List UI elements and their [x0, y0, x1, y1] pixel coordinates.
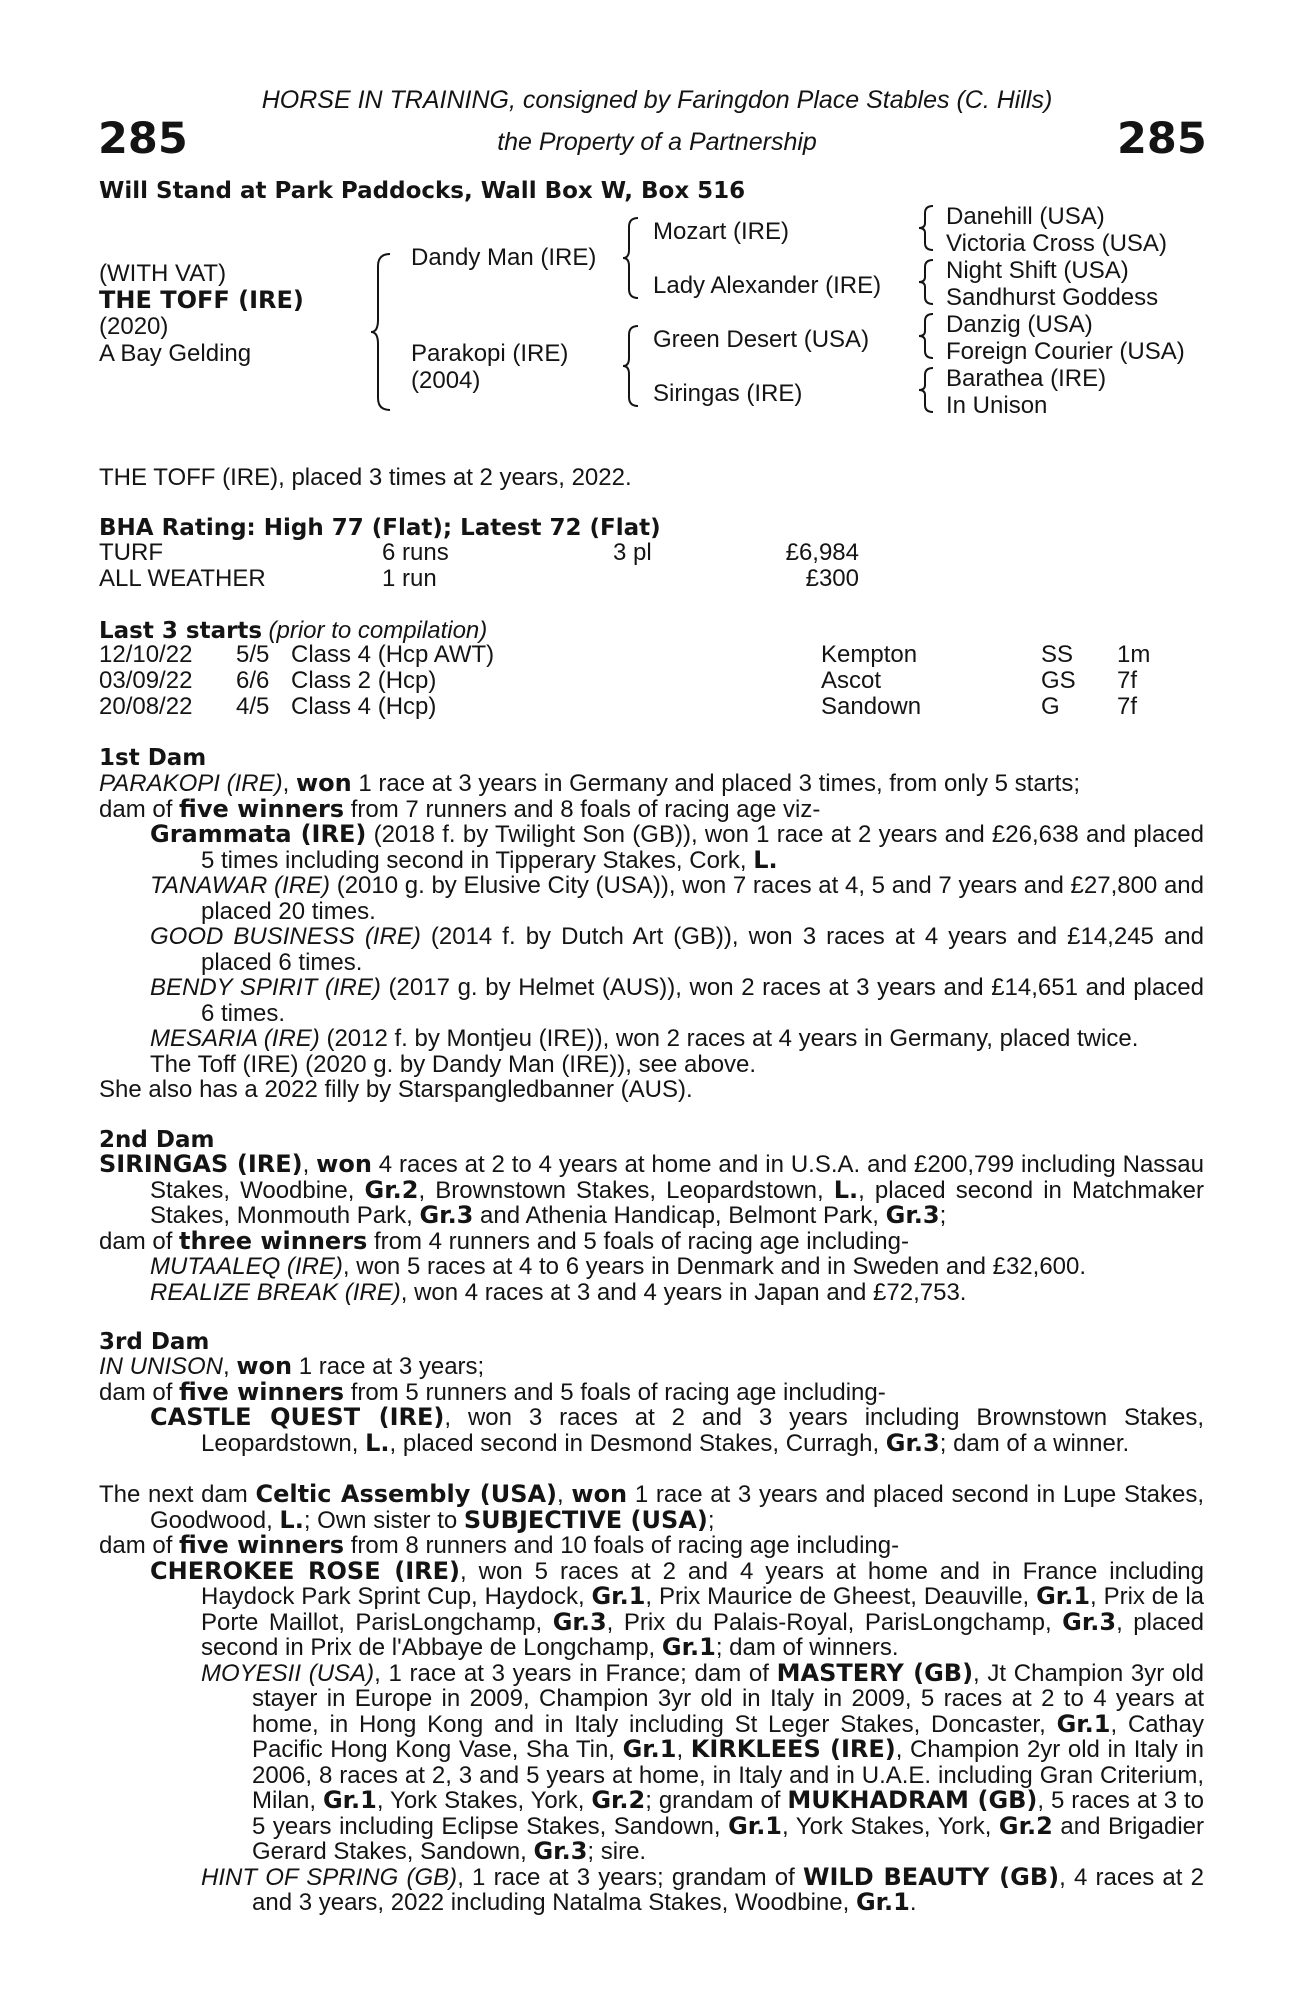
pedigree-gg-6: Foreign Courier (USA) — [946, 338, 1185, 365]
start-date: 03/09/22 — [99, 667, 193, 694]
location: Will Stand at Park Paddocks, Wall Box W, Box 516 — [99, 178, 746, 204]
text: , won 4 races at 3 and 4 years in Japan and £72,753. — [400, 1278, 967, 1306]
text: , won 5 races at 2 and 4 years at home and in France including Haydock Park Sprint Cup, Haydock, — [201, 1557, 1204, 1610]
start-course: Kempton — [821, 641, 918, 668]
race-summary: THE TOFF (IRE), placed 3 times at 2 years, 2022. — [99, 464, 632, 491]
progeny-entry — [99, 1052, 1204, 1078]
start-row — [99, 694, 1199, 720]
progeny-name: CHEROKEE ROSE (IRE) — [150, 1556, 460, 1585]
listed-label: L. — [365, 1428, 390, 1457]
winners-count: five winners — [179, 1531, 345, 1559]
text: , Prix du Palais-Royal, ParisLongchamp, — [606, 1608, 1063, 1636]
grand-progeny-name: WILD BEAUTY (GB) — [803, 1862, 1060, 1891]
pedigree-gg-2: Victoria Cross (USA) — [946, 230, 1167, 257]
third-dam-section — [99, 1354, 1204, 1456]
text: from 5 runners and 5 foals of racing age including- — [344, 1378, 886, 1406]
second-dam-produce-line — [99, 1226, 1204, 1255]
rating-runs: 1 run — [382, 565, 437, 592]
text: , — [302, 1151, 317, 1178]
progeny-name: MUTAALEQ (IRE) — [150, 1253, 343, 1280]
pedigree-dam-dam: Siringas (IRE) — [653, 380, 803, 407]
won-label: won — [295, 769, 352, 797]
text: (2018 f. by Twilight Son (GB)), won 1 race at 2 years and £26,638 and placed 5 times including second in Tipperary Stakes, Cork, — [201, 821, 1204, 874]
text: , Brownstown Stakes, Leopardstown, — [418, 1176, 834, 1204]
second-dam-section — [99, 1152, 1204, 1305]
last-starts-note: (prior to compilation) — [268, 617, 488, 644]
next-dam-produce-line — [99, 1533, 1204, 1559]
text: ; Own sister to — [303, 1506, 464, 1534]
text: dam of — [99, 1227, 180, 1255]
horse-description: A Bay Gelding — [99, 340, 252, 367]
pedigree-gg-1: Danehill (USA) — [946, 203, 1105, 230]
rating-prize: £6,984 — [785, 539, 859, 566]
progeny-name: TANAWAR (IRE) — [150, 872, 331, 899]
progeny-name: Grammata (IRE) — [150, 820, 367, 848]
start-row — [99, 668, 1199, 694]
text: , 4 races at 2 and 3 years, 2022 including Natalma Stakes, Woodbine, — [252, 1863, 1204, 1916]
text: , 5 races at 3 to 5 years including Eclipse Stakes, Sandown, — [252, 1787, 1205, 1840]
group-label: Gr.1 — [622, 1735, 677, 1763]
group-label: Gr.1 — [1056, 1709, 1111, 1738]
grand-progeny-name: KIRKLEES (IRE) — [690, 1735, 896, 1763]
group-label: Gr.3 — [533, 1837, 588, 1865]
start-going: G — [1041, 693, 1060, 720]
pedigree-brace-gg4 — [918, 366, 936, 414]
text: ; — [939, 1202, 947, 1229]
lot-number-right: 285 — [1117, 114, 1207, 164]
text: and Athenia Handicap, Belmont Park, — [473, 1202, 886, 1229]
first-dam-section — [99, 771, 1204, 1103]
sibling-name: SUBJECTIVE (USA) — [463, 1505, 708, 1534]
pedigree-brace-gg3 — [918, 312, 936, 360]
text: , placed second in Desmond Stakes, Curragh, — [389, 1429, 886, 1457]
text: ; dam of a winner. — [939, 1429, 1130, 1457]
horse-name: THE TOFF (IRE) — [99, 286, 304, 314]
text: and Brigadier Gerard Stakes, Sandown, — [252, 1812, 1204, 1865]
third-dam-heading: 3rd Dam — [99, 1329, 210, 1355]
dam-name: IN UNISON — [99, 1353, 224, 1380]
text: dam of — [99, 1532, 180, 1559]
pedigree-sire: Dandy Man (IRE) — [411, 244, 597, 271]
group-label: Gr.1 — [728, 1811, 783, 1840]
progeny-name: MESARIA (IRE) — [150, 1025, 320, 1052]
pedigree-brace-gg1 — [918, 204, 936, 252]
progeny-name: CASTLE QUEST (IRE) — [150, 1403, 445, 1431]
text: , Prix Maurice de Gheest, Deauville, — [645, 1583, 1037, 1610]
text: , Prix de la Porte Maillot, ParisLongchamp, — [201, 1583, 1204, 1636]
progeny-name: HINT OF SPRING (GB) — [201, 1863, 458, 1891]
pedigree-brace-gg2 — [918, 258, 936, 306]
rating-prize: £300 — [805, 565, 859, 592]
text: The next dam — [99, 1481, 256, 1508]
pedigree-brace-dam — [622, 324, 642, 408]
start-going: SS — [1041, 641, 1074, 668]
group-label: Gr.1 — [661, 1633, 716, 1661]
pedigree-gg-3: Night Shift (USA) — [946, 257, 1129, 284]
progeny-entry — [99, 924, 1204, 975]
text: ; grandam of — [645, 1787, 788, 1814]
last-starts-title: Last 3 starts — [99, 618, 263, 644]
start-course: Ascot — [821, 667, 882, 694]
text: , placed second in Matchmaker Stakes, Monmouth Park, — [150, 1176, 1205, 1229]
group-label: Gr.1 — [591, 1582, 646, 1610]
vat-label: (WITH VAT) — [99, 260, 227, 287]
consignor-line: HORSE IN TRAINING, consigned by Faringdon Place Stables (C. Hills) — [261, 86, 1053, 114]
rating-runs: 6 runs — [382, 539, 449, 566]
pedigree-dam-year: (2004) — [411, 367, 481, 394]
text: from 4 runners and 5 foals of racing age including- — [367, 1227, 909, 1255]
pedigree-sire-sire: Mozart (IRE) — [653, 218, 790, 245]
group-label: Gr.2 — [364, 1175, 419, 1204]
pedigree-gg-7: Barathea (IRE) — [946, 365, 1107, 392]
text: (2014 f. by Dutch Art (GB)), won 3 races at 4 years and £14,245 and placed 6 times. — [201, 923, 1204, 976]
progeny-entry — [99, 1556, 1204, 1661]
rating-surface: TURF — [99, 539, 163, 566]
start-going: GS — [1041, 667, 1076, 694]
start-distance: 7f — [1117, 693, 1138, 720]
third-dam-line — [99, 1354, 1204, 1380]
progeny-entry — [99, 822, 1204, 873]
start-row — [99, 642, 1199, 668]
text: , won 5 races at 4 to 6 years in Denmark and in Sweden and £32,600. — [342, 1253, 1087, 1280]
property-line: the Property of a Partnership — [497, 128, 817, 156]
pedigree-dam: Parakopi (IRE) — [411, 340, 569, 367]
text: . — [909, 1889, 917, 1916]
winners-count: five winners — [179, 794, 345, 823]
text: She also has a 2022 filly by Starspangledbanner (AUS). — [99, 1076, 693, 1103]
progeny-entry — [99, 873, 1204, 924]
start-date: 20/08/22 — [99, 693, 193, 720]
third-dam-produce-line — [99, 1377, 1204, 1406]
lot-number-left: 285 — [98, 114, 188, 164]
text: 1 race at 3 years and placed second in Lupe Stakes, Goodwood, — [150, 1481, 1205, 1534]
start-position: 5/5 — [236, 641, 270, 668]
start-class: Class 4 (Hcp) — [291, 693, 437, 720]
pedigree-brace-sire — [622, 216, 642, 300]
listed-label: L. — [279, 1505, 304, 1534]
won-label: won — [236, 1352, 293, 1380]
horse-year: (2020) — [99, 313, 169, 340]
progeny-entry — [99, 1658, 1205, 1865]
second-dam-heading: 2nd Dam — [99, 1127, 215, 1153]
group-label: Gr.1 — [322, 1786, 377, 1814]
rating-placed: 3 pl — [613, 539, 652, 566]
start-distance: 7f — [1117, 667, 1138, 694]
text: The Toff (IRE) (2020 g. by Dandy Man (IRE)), see above. — [150, 1050, 757, 1078]
pedigree-dam-sire: Green Desert (USA) — [653, 326, 870, 353]
text: , 1 race at 3 years; grandam of — [457, 1863, 803, 1891]
first-dam-produce-line — [99, 794, 1204, 823]
text: (2017 g. by Helmet (AUS)), won 2 races at 3 years and £14,651 and placed 6 times. — [201, 974, 1204, 1027]
progeny-name: REALIZE BREAK (IRE) — [150, 1278, 401, 1306]
dam-name: PARAKOPI (IRE) — [99, 770, 283, 797]
dam-name: SIRINGAS (IRE) — [99, 1150, 303, 1178]
group-label: Gr.2 — [998, 1811, 1053, 1840]
text: , Champion 2yr old in Italy in 2006, 8 races at 2, 3 and 5 years at home, in Italy and in U.A.E. including Gran Criterium, Milan, — [252, 1736, 1204, 1814]
text: 4 races at 2 to 4 years at home and in U.S.A. and £200,799 including Nassau Stakes, Woodbine, — [150, 1151, 1204, 1204]
group-label: Gr.3 — [552, 1607, 607, 1636]
text: (2012 f. by Montjeu (IRE)), won 2 races at 4 years in Germany, placed twice. — [319, 1025, 1139, 1052]
listed-label: L. — [833, 1175, 859, 1204]
group-label: Gr.3 — [419, 1201, 474, 1229]
text: , Cathay Pacific Hong Kong Vase, Sha Tin, — [252, 1710, 1204, 1763]
rating-row-aw — [99, 566, 859, 592]
progeny-entry — [99, 1862, 1204, 1916]
pedigree-gg-5: Danzig (USA) — [946, 311, 1093, 338]
next-dam-line — [99, 1482, 1204, 1533]
winners-count: three winners — [179, 1226, 368, 1255]
group-label: Gr.3 — [885, 1428, 940, 1457]
progeny-entry — [99, 1280, 1204, 1306]
text: , won 3 races at 2 and 3 years including Brownstown Stakes, Leopardstown, — [201, 1404, 1204, 1457]
text: , — [676, 1736, 691, 1763]
text: , placed second in Prix de l'Abbaye de Longchamp, — [201, 1608, 1204, 1661]
start-class: Class 4 (Hcp AWT) — [291, 641, 495, 668]
progeny-name: BENDY SPIRIT (IRE) — [150, 974, 381, 1001]
progeny-name: GOOD BUSINESS (IRE) — [150, 923, 421, 950]
additional-foal — [99, 1077, 1204, 1103]
text: , 1 race at 3 years in France; dam of — [374, 1659, 777, 1687]
progeny-name: MOYESII (USA) — [201, 1659, 375, 1687]
start-date: 12/10/22 — [99, 641, 193, 668]
text: 1 race at 3 years in Germany and placed 3 times, from only 5 starts; — [351, 770, 1081, 797]
won-label: won — [316, 1150, 372, 1178]
last-starts-heading — [99, 617, 487, 644]
bha-rating: BHA Rating: High 77 (Flat); Latest 72 (Flat) — [99, 515, 661, 541]
text: , — [282, 770, 296, 797]
group-label: Gr.3 — [885, 1201, 940, 1229]
text: ; — [707, 1506, 715, 1534]
start-course: Sandown — [821, 693, 922, 720]
text: dam of — [99, 1378, 180, 1406]
rating-row-turf — [99, 540, 859, 566]
progeny-entry — [99, 1254, 1204, 1280]
group-label: Gr.2 — [591, 1786, 646, 1814]
text: , — [223, 1353, 237, 1380]
group-label: Gr.1 — [855, 1888, 910, 1916]
progeny-entry — [99, 1026, 1204, 1052]
start-position: 6/6 — [236, 667, 270, 694]
text: , — [557, 1481, 572, 1508]
next-dam-section — [99, 1482, 1204, 1916]
winners-count: five winners — [179, 1377, 345, 1406]
progeny-entry — [99, 1405, 1204, 1456]
group-label: Gr.1 — [1036, 1582, 1091, 1610]
text: , York Stakes, York, — [782, 1812, 999, 1840]
first-dam-heading: 1st Dam — [99, 745, 207, 771]
start-class: Class 2 (Hcp) — [291, 667, 437, 694]
grand-progeny-name: MUKHADRAM (GB) — [787, 1786, 1038, 1814]
text: dam of — [99, 795, 180, 823]
text: (2010 g. by Elusive City (USA)), won 7 races at 4, 5 and 7 years and £27,800 and placed 20 times. — [201, 872, 1204, 925]
text: , Jt Champion 3yr old stayer in Europe in 2009, Champion 3yr old in Italy in 2009, 5 races at 2 to 4 years at home, in Hong Kong and in Italy including St Leger Stakes, Doncaster, — [252, 1659, 1204, 1738]
first-dam-line — [99, 771, 1204, 797]
text: ; dam of winners. — [715, 1634, 899, 1661]
text: from 8 runners and 10 foals of racing age including- — [344, 1532, 900, 1559]
rating-surface: ALL WEATHER — [99, 565, 266, 592]
text: ; sire. — [587, 1838, 647, 1865]
start-position: 4/5 — [236, 693, 270, 720]
second-dam-line — [99, 1152, 1204, 1229]
text: from 7 runners and 8 foals of racing age viz- — [344, 795, 821, 823]
pedigree-gg-8: In Unison — [946, 392, 1048, 419]
pedigree-brace-main — [370, 252, 394, 412]
won-label: won — [571, 1480, 628, 1508]
listed-label: L. — [753, 845, 778, 874]
group-label: Gr.3 — [1062, 1607, 1117, 1636]
progeny-entry — [99, 975, 1204, 1026]
dam-name: Celtic Assembly (USA) — [255, 1480, 558, 1508]
start-distance: 1m — [1117, 641, 1151, 668]
text: , York Stakes, York, — [376, 1787, 592, 1814]
pedigree-sire-dam: Lady Alexander (IRE) — [653, 272, 882, 299]
pedigree-gg-4: Sandhurst Goddess — [946, 284, 1159, 311]
text: 1 race at 3 years; — [292, 1353, 485, 1380]
grand-progeny-name: MASTERY (GB) — [776, 1658, 974, 1687]
